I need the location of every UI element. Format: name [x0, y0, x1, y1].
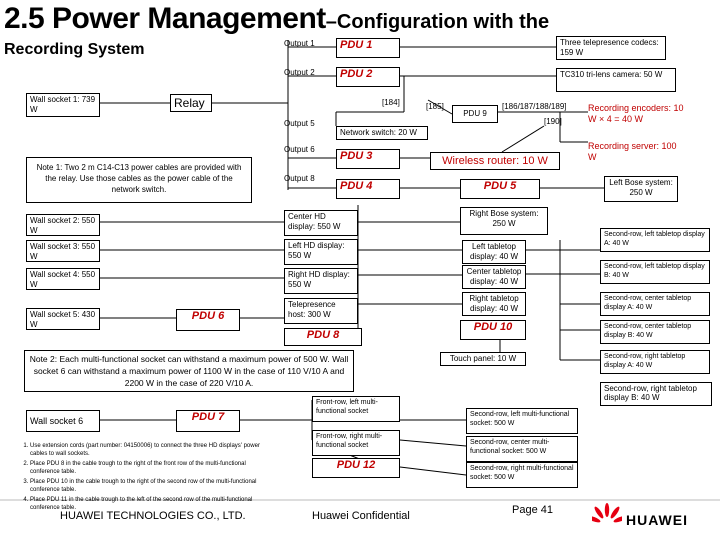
recording-server: Recording server: 100 W	[588, 141, 677, 162]
left-bose-system: Left Bose system: 250 W	[604, 176, 678, 202]
wall-socket-6: Wall socket 6	[26, 410, 100, 432]
recording-encoders: Recording encoders: 10 W × 4 = 40 W	[588, 103, 684, 124]
center-tabletop-display: Center tabletop display: 40 W	[462, 265, 526, 289]
pdu-9: PDU 9	[452, 105, 498, 123]
note-item-3: 3. Place PDU 10 in the cable trough to the right of the second row of the multi-functional conference table.	[30, 478, 260, 494]
second-row-left-socket: Second-row, left multi-functional socket: 500 W	[466, 408, 578, 434]
title-suffix: –Configuration with the	[325, 11, 550, 33]
center-hd-display: Center HD display: 550 W	[284, 210, 358, 236]
wall-socket-3: Wall socket 3: 550 W	[26, 240, 100, 262]
note-item-2: 2. Place PDU 8 in the cable trough to the right of the front row of the multi-functional conference table.	[30, 460, 260, 476]
second-row-left-display-a: Second-row, left tabletop display A: 40 W	[600, 228, 710, 252]
note-item-1: 1. Use extension cords (part number: 04150006) to connect the three HD displays' power cables to wall sockets.	[30, 442, 260, 458]
second-row-right-display-b: Second-row, right tabletop display B: 40 W	[600, 382, 712, 406]
pdu-6: PDU 6	[176, 309, 240, 331]
second-row-center-display-a: Second-row, center tabletop display A: 40 W	[600, 292, 710, 316]
wireless-router: Wireless router: 10 W	[430, 152, 560, 170]
title-main: 2.5 Power Management	[4, 2, 326, 35]
output-6-label: Output 6	[284, 145, 315, 154]
pdu-10: PDU 10	[460, 320, 526, 340]
pdu-12: PDU 12	[312, 458, 400, 478]
title-line2: Recording System	[4, 41, 145, 58]
codecs-box: Three telepresence codecs: 159 W	[556, 36, 666, 60]
right-hd-display: Right HD display: 550 W	[284, 268, 358, 294]
slide-title	[4, 2, 549, 36]
output-2-label: Output 2	[284, 68, 315, 77]
huawei-wordmark: HUAWEI	[626, 512, 688, 528]
notes-list	[20, 442, 260, 514]
touch-panel: Touch panel: 10 W	[440, 352, 526, 366]
pdu-1: PDU 1	[336, 38, 400, 58]
pdu-2: PDU 2	[336, 67, 400, 87]
label-190: [190]	[544, 117, 562, 126]
footer-company: HUAWEI TECHNOLOGIES CO., LTD.	[60, 510, 246, 522]
right-tabletop-display: Right tabletop display: 40 W	[462, 292, 526, 316]
label-186-189: [186/187/188/189]	[502, 102, 567, 111]
relay-box: Relay	[170, 94, 212, 112]
left-hd-display: Left HD display: 550 W	[284, 239, 358, 265]
huawei-logo-icon	[592, 502, 622, 532]
second-row-left-display-b: Second-row, left tabletop display B: 40 W	[600, 260, 710, 284]
wall-socket-2: Wall socket 2: 550 W	[26, 214, 100, 236]
label-185: [185]	[426, 102, 444, 111]
note-2: Note 2: Each multi-functional socket can withstand a maximum power of 500 W. Wall socket 6 can withstand a maximum power of 1100 W in the case of 110 V/10 A and 2200 W in the case of 220 V/10 A.	[24, 350, 354, 392]
second-row-center-display-b: Second-row, center tabletop display B: 40 W	[600, 320, 710, 344]
output-8-label: Output 8	[284, 174, 315, 183]
pdu-4: PDU 4	[336, 179, 400, 199]
pdu-5: PDU 5	[460, 179, 540, 199]
camera-box: TC310 tri-lens camera: 50 W	[556, 68, 676, 92]
pdu-3: PDU 3	[336, 149, 400, 169]
second-row-center-socket: Second-row, center multi-functional socket: 500 W	[466, 436, 578, 462]
footer-page: Page 41	[512, 504, 553, 516]
second-row-right-socket: Second-row, right multi-functional socket: 500 W	[466, 462, 578, 488]
footer-confidential: Huawei Confidential	[312, 510, 410, 522]
left-tabletop-display: Left tabletop display: 40 W	[462, 240, 526, 264]
front-row-left-socket: Front-row, left multi-functional socket	[312, 396, 400, 422]
note-item-4: 4. Place PDU 11 in the cable trough to the left of the second row of the multi-functional conference table.	[30, 496, 260, 512]
output-1-label: Output 1	[284, 39, 315, 48]
output-5-label: Output 5	[284, 119, 315, 128]
telepresence-host: Telepresence host: 300 W	[284, 298, 358, 324]
pdu-8: PDU 8	[284, 328, 362, 346]
front-row-right-socket: Front-row, right multi-functional socket	[312, 430, 400, 456]
pdu-7: PDU 7	[176, 410, 240, 432]
right-bose-system: Right Bose system: 250 W	[460, 207, 548, 235]
wall-socket-4: Wall socket 4: 550 W	[26, 268, 100, 290]
second-row-right-display-a: Second-row, right tabletop display A: 40 W	[600, 350, 710, 374]
network-switch: Network switch: 20 W	[336, 126, 428, 140]
wall-socket-1: Wall socket 1: 739 W	[26, 93, 100, 117]
label-184: [184]	[382, 98, 400, 107]
note-1: Note 1: Two 2 m C14-C13 power cables are provided with the relay. Use those cables as the power cable of the network switch.	[26, 157, 252, 203]
wall-socket-5: Wall socket 5: 430 W	[26, 308, 100, 330]
